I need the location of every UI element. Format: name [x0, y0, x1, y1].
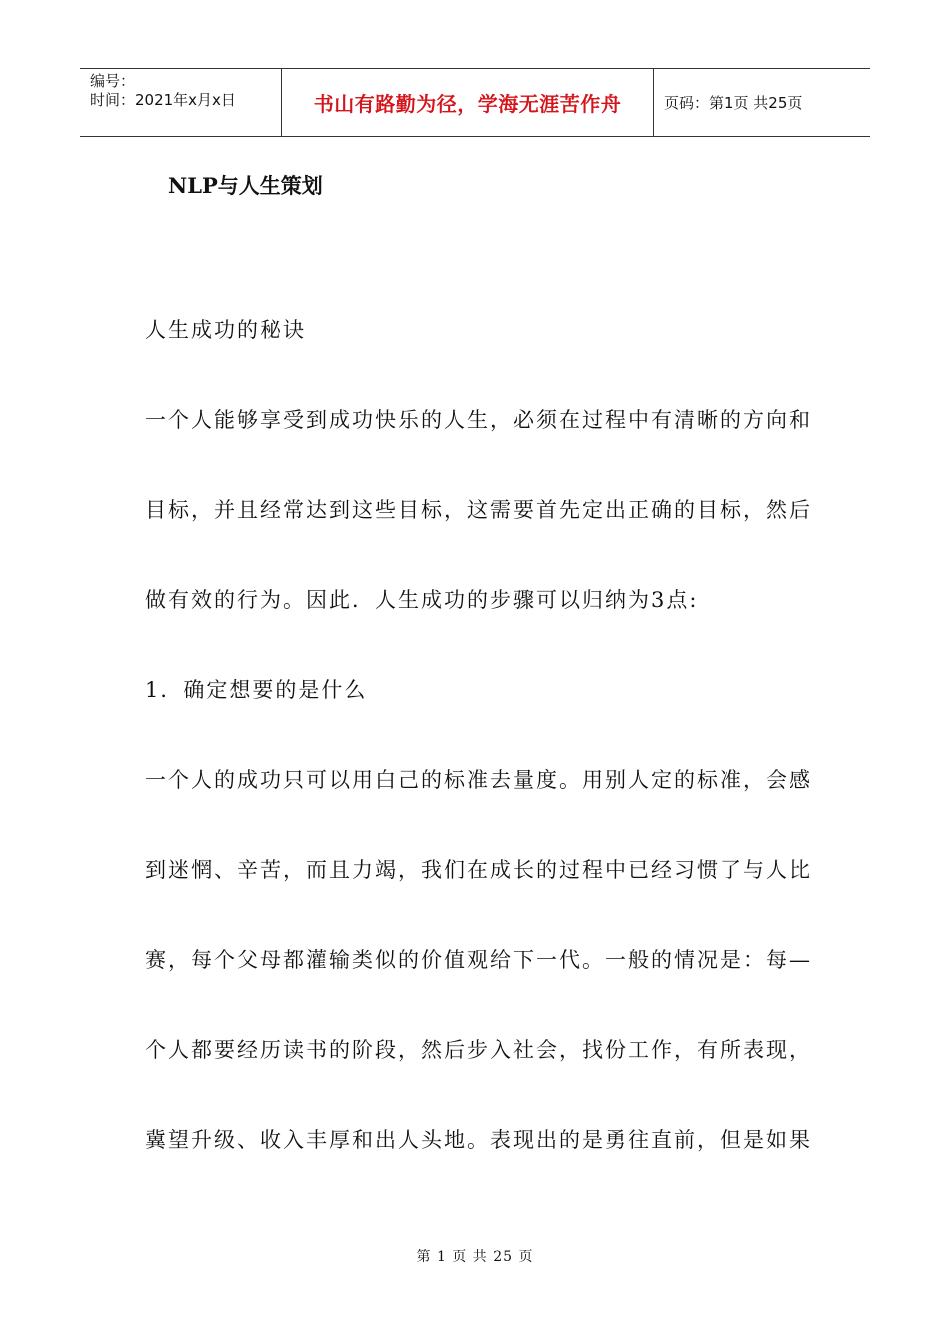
body-line: 个人都要经历读书的阶段，然后步入社会，找份工作，有所表现，: [145, 1038, 812, 1062]
list-item-heading: 1．确定想要的是什么: [145, 678, 368, 702]
header-motto: 书山有路勤为径，学海无涯苦作舟: [313, 92, 622, 116]
body-line: 一个人能够享受到成功快乐的人生，必须在过程中有清晰的方向和: [145, 408, 812, 432]
page-footer: 第 1 页 共 25 页: [416, 1249, 534, 1265]
body-line: 目标，并且经常达到这些目标，这需要首先定出正确的目标，然后: [145, 498, 812, 522]
page-header: [80, 68, 870, 137]
body-line: 做有效的行为。因此．人生成功的步骤可以归纳为3点:: [145, 588, 699, 612]
header-meta-cell: [80, 69, 282, 136]
document-code-label: 编号：: [90, 72, 136, 90]
section-heading: 人生成功的秘诀: [145, 318, 306, 342]
header-motto-cell: [282, 69, 654, 136]
document-date-label: 时间：2021年x月x日: [90, 91, 236, 109]
document-title: NLP与人生策划: [168, 173, 323, 198]
body-line: 一个人的成功只可以用白己的标准去量度。用别人定的标准，会感: [145, 768, 812, 792]
body-line: 冀望升级、收入丰厚和出人头地。表现出的是勇往直前，但是如果: [145, 1128, 812, 1152]
body-line: 到迷惘、辛苦，而且力竭，我们在成长的过程中已经习惯了与人比: [145, 858, 812, 882]
body-line: 赛，每个父母都灌输类似的价值观给下一代。一般的情况是：每—: [145, 948, 812, 972]
header-page-info: 页码：第1页 共25页: [664, 94, 803, 112]
